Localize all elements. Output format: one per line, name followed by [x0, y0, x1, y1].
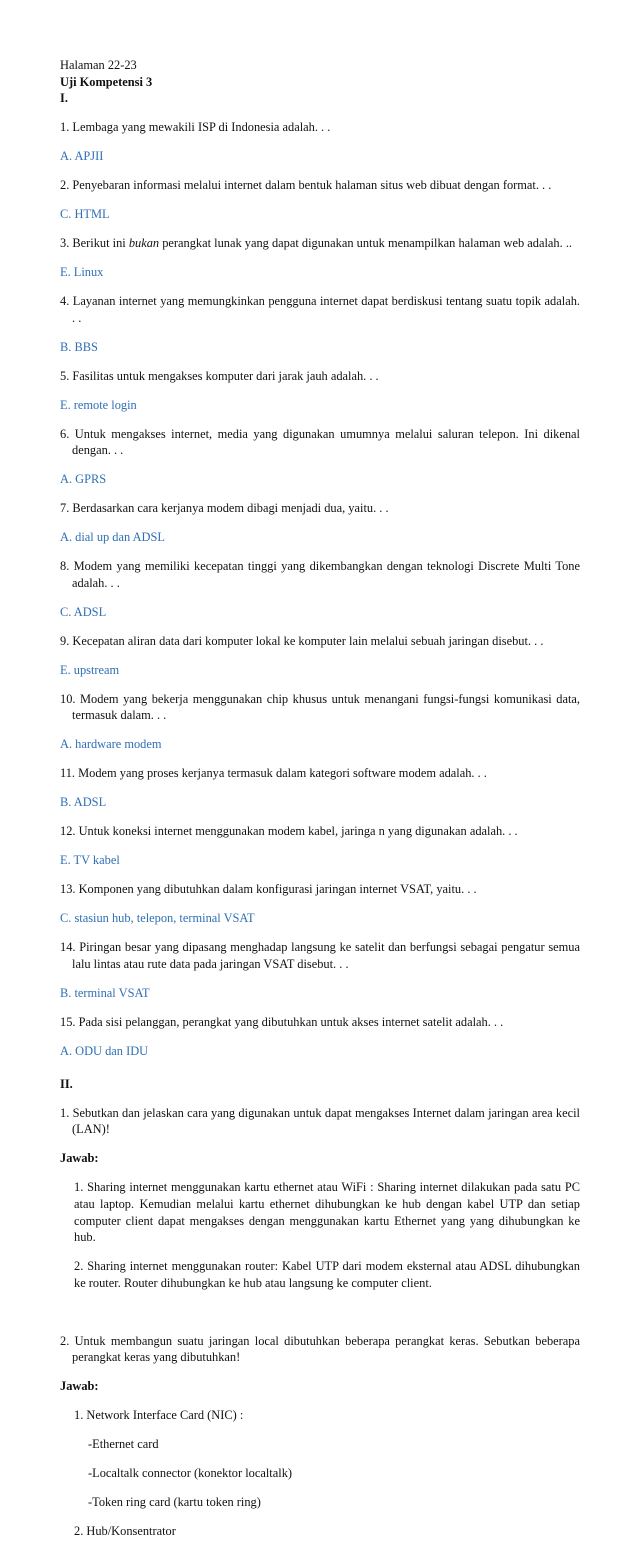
- question-3: [60, 235, 580, 252]
- section-two-heading: II.: [60, 1076, 73, 1091]
- section-one-heading: I.: [60, 91, 68, 106]
- section-two-body: [60, 1105, 580, 1540]
- answer-15: A. ODU dan IDU: [60, 1043, 149, 1058]
- question-10: 10. Modem yang bekerja menggunakan chip khusus untuk menangani fungsi-fungsi komunikasi data, termasuk dalam. . .: [60, 691, 580, 723]
- answer-label-2: Jawab:: [60, 1379, 99, 1394]
- section-one-list: [60, 119, 580, 1059]
- question-12: 12. Untuk koneksi internet menggunakan modem kabel, jaringa n yang digunakan adalah. . .: [60, 824, 518, 839]
- answer-14: B. terminal VSAT: [60, 985, 150, 1000]
- answer-label-1: Jawab:: [60, 1151, 99, 1166]
- question-5: 5. Fasilitas untuk mengakses komputer dari jarak jauh adalah. . .: [60, 368, 379, 383]
- document-page: [60, 57, 580, 1552]
- page-range: Halaman 22-23: [60, 58, 137, 72]
- answer-4: B. BBS: [60, 339, 98, 354]
- question-1: 1. Lembaga yang mewakili ISP di Indonesia adalah. . .: [60, 120, 331, 135]
- answer-1: A. APJII: [60, 149, 104, 164]
- essay-answer-2-item-2: 2. Hub/Konsentrator: [74, 1524, 176, 1539]
- essay-question-1: 1. Sebutkan dan jelaskan cara yang digunakan untuk dapat mengakses Internet dalam jaringan area kecil (LAN)!: [60, 1105, 580, 1137]
- essay-answer-2-item-1: 1. Network Interface Card (NIC) :: [74, 1408, 244, 1423]
- question-9: 9. Kecepatan aliran data dari komputer lokal ke komputer lain melalui sebuah jaringan disebut. . .: [60, 633, 544, 648]
- answer-6: A. GPRS: [60, 472, 107, 487]
- question-3-emphasis: bukan: [128, 236, 160, 251]
- section-spacer: [60, 1059, 580, 1076]
- essay-answer-1-part-2: 2. Sharing internet menggunakan router: Kabel UTP dari modem eksternal atau ADSL dihubungkan ke router. Router dihubungkan ke hub atau langsung ke computer client.: [74, 1259, 580, 1290]
- question-15: 15. Pada sisi pelanggan, perangkat yang dibutuhkan untuk akses internet satelit adalah. . .: [60, 1014, 504, 1029]
- question-14: 14. Piringan besar yang dipasang menghadap langsung ke satelit dan berfungsi sebagai pengatur semua lalu lintas atau rute data pada jaringan VSAT disebut. . .: [60, 940, 580, 971]
- question-spacer: [60, 1304, 580, 1321]
- essay-answer-2-sub-1: -Ethernet card: [88, 1437, 159, 1452]
- essay-answer-1-part-1: 1. Sharing internet menggunakan kartu ethernet atau WiFi : Sharing internet dilakukan pada satu PC atau laptop. Kemudian melalui kartu ethernet dihubungkan ke hub dengan kabel UTP dan setiap computer client dapat mengakses dengan menggunakan kartu Ethernet yang yang dihubungkan ke hub.: [74, 1180, 580, 1245]
- question-7: 7. Berdasarkan cara kerjanya modem dibagi menjadi dua, yaitu. . .: [60, 501, 389, 516]
- answer-7: A. dial up dan ADSL: [60, 530, 165, 545]
- document-title: Uji Kompetensi 3: [60, 74, 153, 89]
- question-3-prefix: 3. Berikut ini: [60, 236, 129, 251]
- answer-12: E. TV kabel: [60, 853, 120, 868]
- answer-9: E. upstream: [60, 662, 120, 677]
- question-8: 8. Modem yang memiliki kecepatan tinggi yang dikembangkan dengan teknologi Discrete Multi Tone adalah. . .: [60, 559, 580, 590]
- essay-answer-2-sub-2: -Localtalk connector (konektor localtalk): [88, 1466, 293, 1481]
- answer-5: E. remote login: [60, 397, 137, 412]
- question-4: 4. Layanan internet yang memungkinkan pengguna internet dapat berdiskusi tentang suatu topik adalah. . .: [60, 294, 580, 325]
- answer-8: C. ADSL: [60, 604, 107, 619]
- answer-13: C. stasiun hub, telepon, terminal VSAT: [60, 911, 255, 926]
- answer-2: C. HTML: [60, 207, 110, 222]
- question-6: 6. Untuk mengakses internet, media yang digunakan umumnya melalui saluran telepon. Ini dikenal dengan. . .: [60, 426, 580, 458]
- question-2: 2. Penyebaran informasi melalui internet dalam bentuk halaman situs web dibuat dengan format. . .: [60, 178, 552, 193]
- answer-10: A. hardware modem: [60, 737, 162, 752]
- essay-answer-2-sub-3: -Token ring card (kartu token ring): [88, 1495, 261, 1510]
- answer-3: E. Linux: [60, 265, 104, 280]
- question-13: 13. Komponen yang dibutuhkan dalam konfigurasi jaringan internet VSAT, yaitu. . .: [60, 882, 477, 897]
- question-11: 11. Modem yang proses kerjanya termasuk dalam kategori software modem adalah. . .: [60, 766, 487, 781]
- question-3-suffix: perangkat lunak yang dapat digunakan untuk menampilkan halaman web adalah. ..: [159, 236, 573, 251]
- essay-question-2: 2. Untuk membangun suatu jaringan local dibutuhkan beberapa perangkat keras. Sebutkan beberapa perangkat keras yang dibutuhkan!: [60, 1333, 580, 1365]
- answer-11: B. ADSL: [60, 795, 107, 810]
